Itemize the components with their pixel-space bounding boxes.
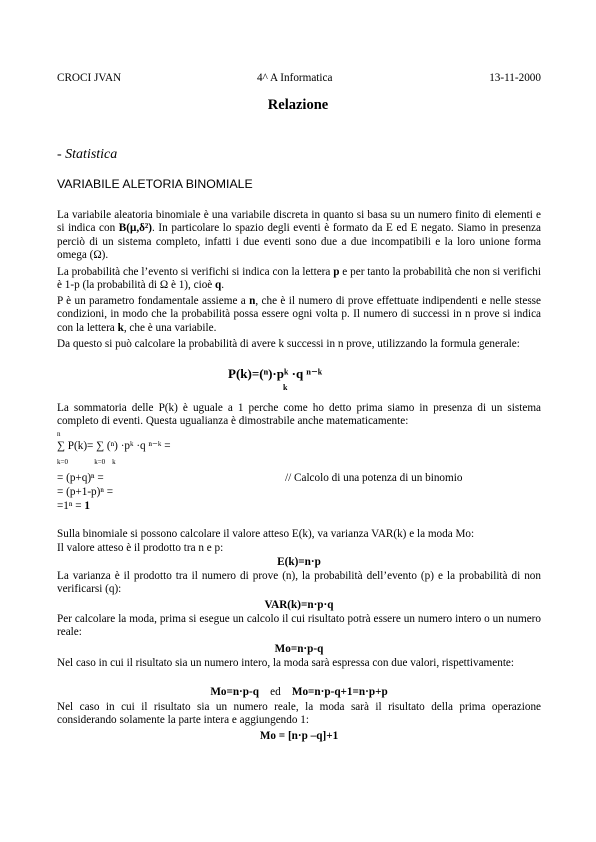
paragraph-summation: La sommatoria delle P(k) è uguale a 1 perche come ho detto prima siamo in presenza di un sistema completo di eventi. Questa ugualianza è dimostrabile anche matematicamente: xyxy=(57,402,541,428)
document-date: 13-11-2000 xyxy=(489,72,541,84)
class-name: 4^ A Informatica xyxy=(257,72,333,84)
equation-step-2: = (p+1-p)ⁿ = xyxy=(57,486,114,498)
paragraph-probability: La probabilità che l’evento si verifichi si indica con la lettera p e per tanto la probabilità che non si verifichi è 1-p (la probabilità di Ω è 1), cioè q. xyxy=(57,266,541,292)
paragraph-parameters: P è un parametro fondamentale assieme a n, che è il numero di prove effettuate indipendenti e nelle stesse condizioni, in modo che la probabilità possa essere ogni volta p. Il numero di successi in n prove si indica con la lettera k, che è una variabile. xyxy=(57,295,541,334)
paragraph-variance: La varianza è il prodotto tra il numero di prove (n), la probabilità dell’evento (p) e la probabilità di non verificarsi (q): xyxy=(57,570,541,596)
formula-mode-real: Mo = [n·p –q]+1 xyxy=(259,730,339,742)
paragraph-formula-intro: Da questo si può calcolare la probabilità di avere k successi in n prove, utilizzando la formula generale: xyxy=(57,338,520,350)
summation-formula: ∑ P(k)= ∑ (ⁿ) ·pᵏ ·q ⁿ⁻ᵏ = xyxy=(57,440,171,452)
section-heading: - Statistica xyxy=(57,147,118,162)
paragraph-expected-value: Il valore atteso è il prodotto tra n e p: xyxy=(57,542,224,554)
author-name: CROCI JVAN xyxy=(57,72,122,84)
formula-expected-value: E(k)=n·p xyxy=(277,556,321,568)
formula-mode: Mo=n·p-q xyxy=(274,643,324,655)
paragraph-indicators: Sulla binomiale si possono calcolare il valore atteso E(k), va varianza VAR(k) e la moda Mo: xyxy=(57,528,475,540)
equation-comment: // Calcolo di una potenza di un binomio xyxy=(285,472,463,484)
summation-upper-limit: n xyxy=(57,430,61,438)
paragraph-definition: La variabile aleatoria binomiale è una variabile discreta in quanto si basa su un numero finito di elementi e si indica con B(μ,δ²). In particolare lo spazio degli eventi è formato da E ed E negato. Siamo in presenza perciò di un sistema completo, infatti i due eventi sono due a due incompatibili e la loro unione forma omega (Ω). xyxy=(57,209,541,262)
paragraph-mode-real: Nel caso in cui il risultato sia un numero reale, la moda sarà il risultato della prima operazione considerando solamente la parte intera e aggiungendo 1: xyxy=(57,701,541,727)
binomial-notation: B(μ,δ²) xyxy=(118,222,153,235)
paragraph-mode-integer: Nel caso in cui il risultato sia un numero intero, la moda sarà espressa con due valori, rispettivamente: xyxy=(57,657,514,669)
formula-mode-integer: Mo=n·p-q ed Mo=n·p-q+1=n·p+p xyxy=(210,686,388,698)
binomial-formula: P(k)=(ⁿ)·pᵏ ·q ⁿ⁻ᵏ k xyxy=(228,366,323,392)
equation-step-1: = (p+q)ⁿ = xyxy=(57,472,104,484)
summation-lower-limit: k=0 k=0 k xyxy=(57,458,116,466)
page-title: Relazione xyxy=(267,97,329,113)
subsection-heading: VARIABILE ALETORIA BINOMIALE xyxy=(57,177,253,191)
equation-step-3: =1ⁿ = 1 xyxy=(57,500,90,512)
page-header xyxy=(57,72,541,86)
formula-variance: VAR(k)=n·p·q xyxy=(264,599,334,611)
paragraph-mode: Per calcolare la moda, prima si esegue un calcolo il cui risultato potrà essere un numero intero o un numero reale: xyxy=(57,613,541,639)
